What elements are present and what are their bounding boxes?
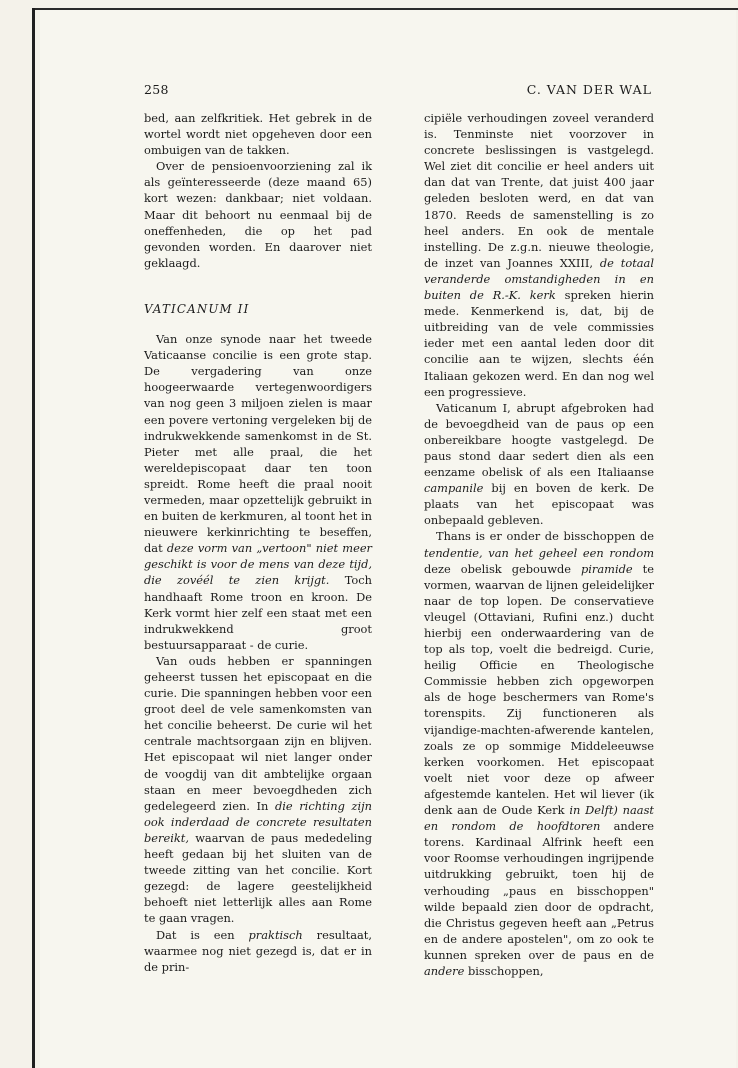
binding-edge [32,8,35,1068]
paragraph: Over de pensioenvoorziening zal ik als geïnteresseerde (deze maand 65) kort wezen: dankbaar; niet voldaan. Maar dit behoort nu eenmaal bij de oneffenheden, die op het pad gevonden worden. En daarover niet geklaagd. [144,159,372,270]
page-header [144,82,652,100]
running-head: C. VAN DER WAL [526,82,652,97]
paragraph: bed, aan zelfkritiek. Het gebrek in de wortel wordt niet opgeheven door een ombuigen van de takken. [144,111,372,158]
paragraph: Thans is er onder de bisschoppen de tendentie, van het geheel een rondom deze obelisk gebouwde piramide te vormen, waarvan de lijnen geleidelijker naar de top lopen. De conservatieve vleugel (Ottaviani, Rufini enz.) ducht hierbij een onderwaardering van de top als top, voelt die bedreigd. Curie, heilig Officie en Theologische Commissie hebben zich opgeworpen als de hoge beschermers van Rome's torenspits. Zij functioneren als vijandige-machten-afwerende kantelen, zoals ze op sommige Middeleeuwse kerken voorkomen. Het episcopaat voelt niet voor deze op afweer afgestemde kantelen. Het wil liever (ik denk aan de Oude Kerk in Delft) naast en rondom de hoofdtoren andere torens. Kardinaal Alfrink heeft een voor Roomse verhoudingen ingrijpende uitdrukking gebruikt, toen hij de verhouding „paus en bisschoppen" wilde bepaald zien door de opdracht, die Christus gegeven heeft aan „Petrus en de andere apostelen", om zo ook te kunnen spreken over de paus en de andere bisschoppen, [424,529,655,978]
paragraph: cipiële verhoudingen zoveel veranderd is. Tenminste niet voorzover in concrete beslissingen is vastgelegd. Wel ziet dit concilie er heel anders uit dan dat van Trente, dat juist 400 jaar geleden besloten werd, en dat van 1870. Reeds de samenstelling is zo heel anders. En ook de mentale instelling. De z.g.n. nieuwe theologie, de inzet van Joannes XXIII, de totaal veranderde omstandigheden in en buiten de R.-K. kerk spreken hierin mede. Kenmerkend is, dat, bij de uitbreiding van de vele commissies ieder met een aantal leden door dit concilie aan te wijzen, slechts één Italiaan gekozen werd. En dan nog wel een progressieve. [424,111,654,399]
paragraph: Vaticanum I, abrupt afgebroken had de bevoegdheid van de paus op een onbereikbare hoogte vastgelegd. De paus stond daar sedert dien als een eenzame obelisk of als een Italiaanse campanile bij en boven de kerk. De plaats van het episcopaat was onbepaald gebleven. [424,400,655,528]
paragraph: Van ouds hebben er spanningen geheerst tussen het episcopaat en die curie. Die spanningen hebben voor een groot deel de vele samenkomsten van het concilie beheerst. De curie wil het centrale machtsorgaan zijn en blijven. Het episcopaat wil niet langer onder de voogdij van dit ambtelijke orgaan staan en meer bevoegdheden zich gedelegeerd zien. In die richting zijn ook inderdaad de concrete resultaten bereikt, waarvan de paus mededeling heeft gedaan bij het sluiten van de tweede zitting van het concilie. Kort gezegd: de lagere geestelijkheid behoeft niet letterlijk alles aan Rome te gaan vragen. [144,653,372,926]
paragraph: Van onze synode naar het tweede Vaticaanse concilie is een grote stap. De vergadering van onze hoogeerwaarde vertegenwoordigers van nog geen 3 miljoen zielen is maar een povere vertoning vergeleken bij de indrukwekkende samenkomst in de St. Pieter met alle praal, die het wereldepiscopaat daar ten toon spreidt. Rome heeft die praal nooit vermeden, maar opzettelijk gebruikt in en buiten de kerkmuren, al toont het in nieuwere kerkinrichting te beseffen, dat deze vorm van „vertoon" niet meer geschikt is voor de mens van deze tijd, die zovéél te zien krijgt. Toch handhaaft Rome troon en kroon. De Kerk vormt hier zelf een staat met een indrukwekkend groot bestuursapparaat - de curie. [144,332,373,652]
page-number: 258 [144,82,169,97]
paragraph: Dat is een praktisch resultaat, waarmee nog niet gezegd is, dat er in de prin- [144,927,373,974]
left-column [144,110,372,975]
section-title: VATICANUM II [144,301,250,316]
right-column [424,110,654,979]
